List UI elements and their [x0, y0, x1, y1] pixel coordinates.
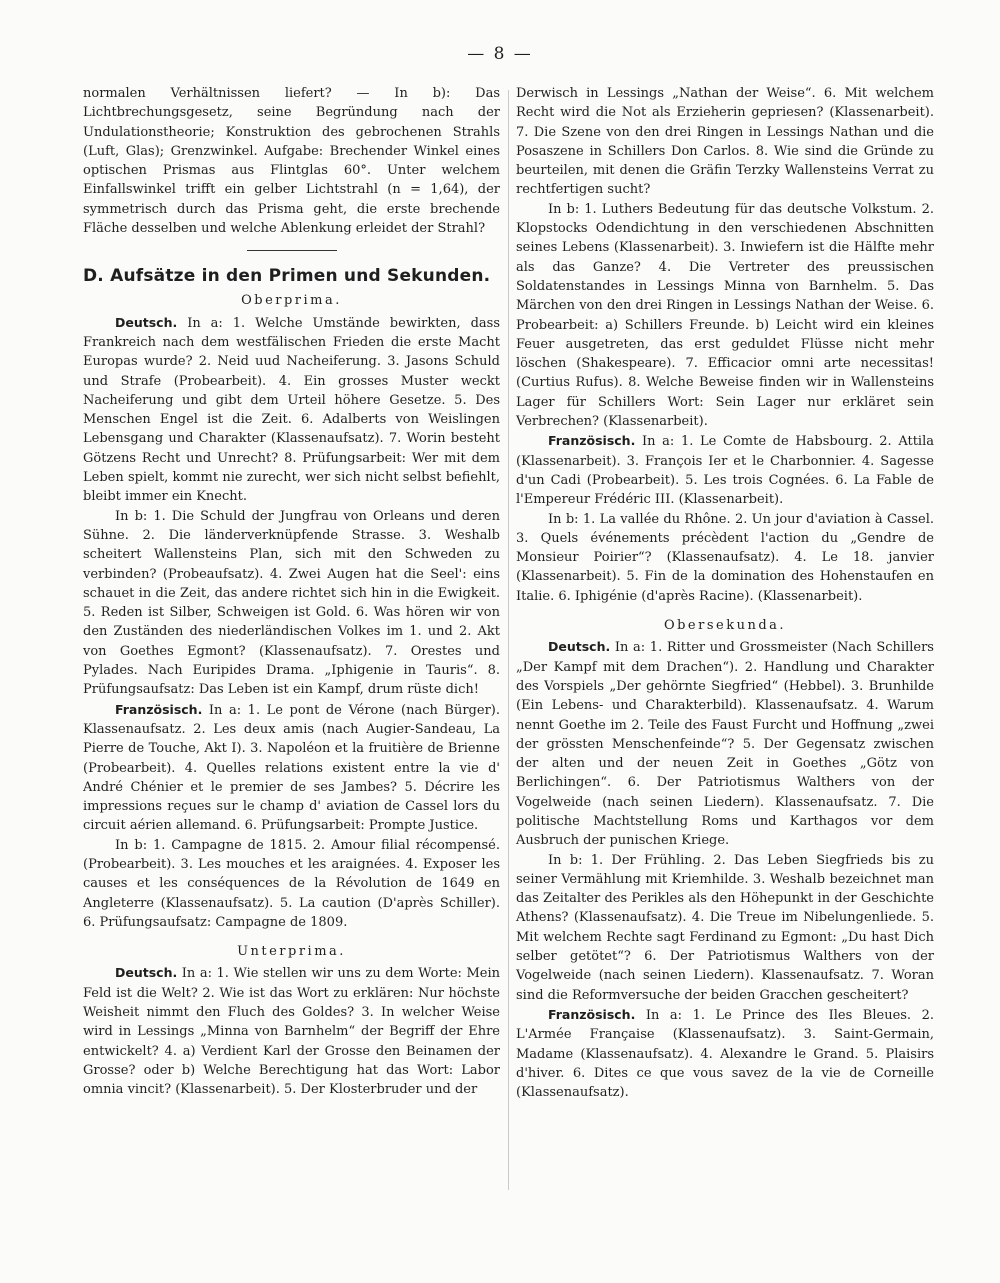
subject-label: Französisch.	[548, 1006, 636, 1022]
intro-paragraph: normalen Verhältnissen liefert? — In b): Das Lichtbrechungsgesetz, seine Begründung nach der Undulationstheorie; Konstruktion des gebrochenen Strahls (Luft, Glas); Grenzwinkel. Aufgabe: Brechender Winkel eines optischen Prismas aus Flintglas 60°. Unter welchem Einfallswinkel trifft ein gelber Lichtstrahl (n = 1,64), der symmetrisch durch das Prisma geht, die erste brechende Fläche desselben und welche Ablenkung erleidet der Strahl?	[83, 86, 500, 237]
oberprima-franz-a	[83, 700, 500, 836]
subject-label: Französisch.	[115, 701, 203, 717]
column-divider	[508, 90, 509, 1190]
page-number: — 8 —	[467, 44, 533, 64]
obersekunda-franz-a	[516, 1005, 934, 1102]
unterprima-deutsch-b: In b: 1. Luthers Bedeutung für das deutsche Volkstum. 2. Klopstocks Odendichtung in den verschiedenen Abschnitten seines Lebens (Klassenarbeit). 3. Inwiefern ist die Hälfte mehr als das Ganze? 4. Die Vertreter des preussischen Soldatenstandes in Lessings Minna von Barnhelm. 5. Das Märchen von den drei Ringen in Lessings Nathan der Weise. 6. Probearbeit: a) Schillers Freunde. b) Leicht wird ein kleines Feuer ausgetreten, das erst geduldet Flüsse nicht mehr löschen (Shakespeare). 7. Efficacior omni arte necessitas! (Curtius Rufus). 8. Welche Beweise finden wir in Wallensteins Lager für Schillers Wort: Sein Lager nur erkläret sein Verbrechen? (Klassenarbeit).	[516, 201, 934, 430]
subject-label: Deutsch.	[115, 314, 178, 330]
paragraph-text: In a: 1. Le Prince des Iles Bleues. 2. L'Armée Française (Klassenaufsatz). 3. Saint-Germain, Madame (Klassenaufsatz). 4. Alexandre le Grand. 5. Plaisirs d'hiver. 6. Dites ce que vous savez de la vie de Corneille (Klassenaufsatz).	[516, 1007, 934, 1101]
subject-label: Deutsch.	[548, 639, 611, 655]
oberprima-deutsch-b: In b: 1. Die Schuld der Jungfrau von Orleans und deren Sühne. 2. Die länderverknüpfende Strasse. 3. Weshalb scheitert Wallensteins Plan, sich mit den Schweden zu verbinden? (Probeaufsatz). 4. Zwei Augen hat die Seel': eins schauet in die Zeit, das andere richtet sich hin in die Ewigkeit. 5. Reden ist Silber, Schweigen ist Gold. 6. Was hören wir von den Zuständen des niederländischen Volkes im 1. und 2. Akt von Goethes Egmont? (Klassenaufsatz). 7. Orestes und Pylades. Nach Euripides Drama. „Iphigenie in Tauris“. 8. Prüfungsaufsatz: Das Leben ist ein Kampf, drum rüste dich!	[83, 508, 500, 698]
left-column	[83, 84, 500, 1100]
paragraph-text: In a: 1. Welche Umstände bewirkten, dass Frankreich nach dem westfälischen Frieden die erste Macht Europas wurde? 2. Neid uud Nacheiferung. 3. Jasons Schuld und Strafe (Probearbeit). 4. Ein grosses Muster weckt Nacheiferung und gibt dem Urteil höhere Gesetze. 5. Des Menschen Engel ist die Zeit. 6. Adalberts von Weislingen Lebensgang und Charakter (Klassenaufsatz). 7. Worin besteht Götzens Recht und Unrecht? 8. Prüfungsarbeit: Wer mit dem Leben spielt, kommt nie zurecht, wer sich nicht selbst befiehlt, bleibt immer ein Knecht.	[83, 315, 500, 505]
heading-oberprima: Oberprima.	[241, 293, 342, 309]
right-column	[516, 84, 934, 1102]
section-rule	[247, 250, 337, 251]
heading-obersekunda: Obersekunda.	[663, 618, 787, 634]
subject-label: Französisch.	[548, 433, 636, 449]
obersekunda-deutsch-b: In b: 1. Der Frühling. 2. Das Leben Siegfrieds bis zu seiner Vermählung mit Kriemhilde. 3. Weshalb bezeichnet man das Zeitalter des Perikles als den Höhepunkt in der Geschichte Athens? (Klassenaufsatz). 4. Die Treue im Nibelungenliede. 5. Mit welchem Rechte sagt Ferdinand zu Egmont: „Du hast Dich selber getötet“? 6. Der Patriotismus Walthers von der Vogelweide (nach seinen Liedern). Klassenaufsatz. 7. Woran sind die Reformversuche der beiden Gracchen gescheitert?	[516, 852, 934, 1003]
section-title: D. Aufsätze in den Primen und Sekunden.	[83, 266, 491, 287]
paragraph-text: In a: 1. Wie stellen wir uns zu dem Worte: Mein Feld ist die Welt? 2. Wie ist das Wort zu erklären: Nur höchste Weisheit nimmt den Fluch des Goldes? 3. In welcher Weise wird in Lessings „Minna von Barnhelm“ der Begriff der Ehre entwickelt? 4. a) Verdient Karl der Grosse den Beinamen der Grosse? oder b) Welche Berechtigung hat das Wort: Labor omnia vincit? (Klassenarbeit). 5. Der Klosterbruder und der	[83, 966, 500, 1098]
unterprima-deutsch-a	[83, 963, 500, 1099]
subject-label: Deutsch.	[115, 965, 178, 981]
paragraph-text: In a: 1. Le Comte de Habsbourg. 2. Attila (Klassenarbeit). 3. François Ier et le Charbonnier. 4. Sagesse d'un Cadi (Probearbeit). 5. Les trois Cognées. 6. La Fable de l'Empereur Frédéric III. (Klassenarbeit).	[516, 434, 935, 508]
obersekunda-deutsch-a	[516, 637, 934, 850]
unterprima-deutsch-a-continued: Derwisch in Lessings „Nathan der Weise“. 6. Mit welchem Recht wird die Not als Erzieherin gepriesen? (Klassenarbeit). 7. Die Szene von den drei Ringen in Lessings Nathan und die Posaszene in Schillers Don Carlos. 8. Wie sind die Gründe zu beurteilen, mit denen die Gräfin Terzky Wallensteins Verrat zu rechtfertigen sucht?	[516, 86, 934, 198]
paragraph-text: In a: 1. Le pont de Vérone (nach Bürger). Klassenaufsatz. 2. Les deux amis (nach Augier-Sandeau, La Pierre de Touche, Akt I). 3. Napoléon et la fruitière de Brienne (Probearbeit). 4. Quelles relations existent entre la vie d' André Chénier et le premier de ses Jambes? 5. Décrire les impressions reçues sur le champ d' aviation de Cassel lors du circuit aérien allemand. 6. Prüfungsarbeit: Prompte Justice.	[83, 702, 500, 834]
unterprima-franz-a	[516, 431, 934, 509]
oberprima-franz-b: In b: 1. Campagne de 1815. 2. Amour filial récompensé. (Probearbeit). 3. Les mouches et les araignées. 4. Exposer les causes et les conséquences de la Révolution de 1649 en Angleterre (Klassenaufsatz). 5. La caution (D'après Schiller). 6. Prüfungsaufsatz: Campagne de 1809.	[83, 837, 500, 930]
unterprima-franz-b: In b: 1. La vallée du Rhône. 2. Un jour d'aviation à Cassel. 3. Quels événements précèdent l'action du „Gendre de Monsieur Poirier“? (Klassenaufsatz). 4. Le 18. janvier (Klassenarbeit). 5. Fin de la domination des Hohenstaufen en Italie. 6. Iphigénie (d'après Racine). (Klassenarbeit).	[516, 511, 934, 604]
paragraph-text: In a: 1. Ritter und Grossmeister (Nach Schillers „Der Kampf mit dem Drachen“). 2. Handlung und Charakter des Vorspiels „Der gehörnte Siegfried“ (Hebbel). 3. Brunhilde (Ein Lebens- und Charakterbild). Klassenaufsatz. 4. Warum nennt Goethe im 2. Teile des Faust Furcht und Hoffnung „zwei der grössten Menschenfeinde“? 5. Der Gegensatz zwischen der alten und der neuen Zeit in Goethes „Götz von Berlichingen“. 6. Der Patriotismus Walthers von der Vogelweide (nach seinen Liedern). Klassenaufsatz. 7. Die politische Machtstellung Roms und Karthagos vor dem Ausbruch der punischen Kriege.	[516, 640, 934, 849]
heading-unterprima: Unterprima.	[237, 944, 346, 960]
oberprima-deutsch-a	[83, 313, 500, 507]
